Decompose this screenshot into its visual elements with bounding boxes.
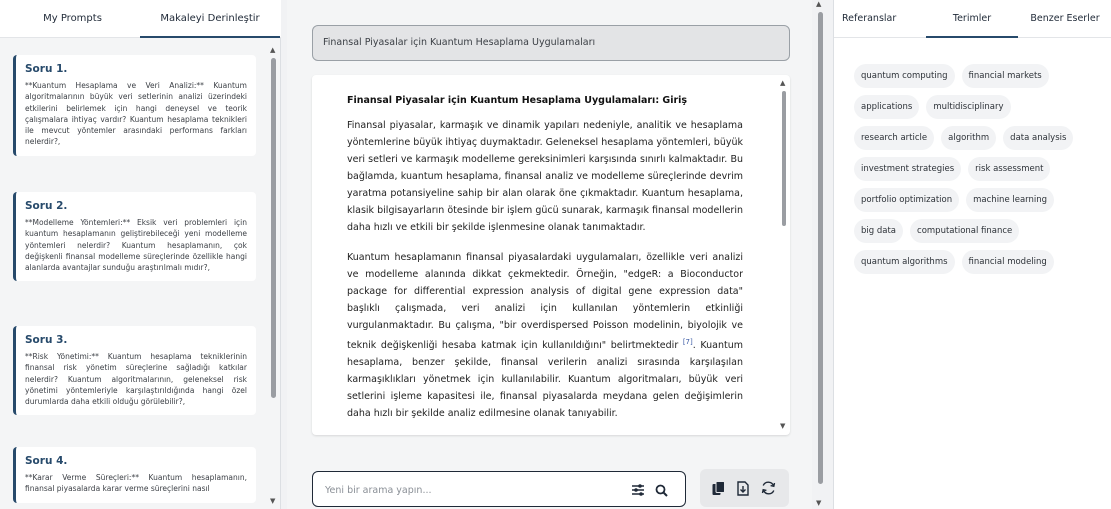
search-icon[interactable] [652,481,670,499]
term-tag[interactable]: investment strategies [854,157,961,181]
question-list-scrollbar[interactable] [269,46,278,506]
article-scrollbar[interactable] [780,79,788,431]
term-tag-list [854,64,1104,281]
question-card[interactable] [13,447,256,503]
scroll-up-arrow-icon[interactable]: ▲ [270,46,276,54]
tab-similar-works[interactable]: Benzer Eserler [1030,13,1100,24]
tag-row [854,157,1104,181]
copy-icon[interactable] [709,479,727,497]
tab-references[interactable]: Referanslar [842,13,897,24]
article-heading: Finansal Piyasalar için Kuantum Hesaplama Uygulamaları: Giriş [347,95,688,106]
page-scrollbar[interactable] [815,0,825,509]
refresh-icon[interactable] [759,479,777,497]
term-tag[interactable]: quantum computing [854,64,955,88]
question-title: Soru 3. [25,334,68,346]
scroll-down-arrow-icon[interactable]: ▼ [816,499,822,507]
term-tag[interactable]: financial modeling [962,250,1054,274]
sliders-icon[interactable] [629,481,647,499]
term-tag[interactable]: portfolio optimization [854,188,959,212]
download-icon[interactable] [734,479,752,497]
scroll-down-arrow-icon[interactable]: ▼ [780,422,786,430]
tab-terms[interactable]: Terimler [926,0,1018,38]
article-paragraph [347,249,743,422]
article-text: . Kuantum hesaplama, benzer şekilde, finansal verilerin analizi sırasında karşılaşılan karmaşıklıkları yönetmek için kullanılabilir. Kuantum algoritmaları, büyük veri setlerini işleme kapasitesi ile, finansal piyasalarda meydana gelen değişimlerin daha hızlı bir şekilde analiz edilmesine olanak tanıyabilir. [347,340,743,420]
center-panel [287,0,812,509]
tag-row [854,126,1104,150]
term-tag[interactable]: machine learning [966,188,1054,212]
article-paragraph: Finansal piyasalar, karmaşık ve dinamik yapıları nedeniyle, analitik ve hesaplama yöntemlerine büyük ihtiyaç duymaktadır. Geleneksel hesaplama yöntemleri, büyük veri setleri ve karmaşık modelleme gereksinimleri karşısında sınırlı kalmaktadır. Bu bağlamda, kuantum hesaplama, finansal analiz ve modelleme süreçlerinde devrim yaratma potansiyeline sahip bir alan olarak öne çıkmaktadır. Kuantum hesaplama, klasik bilgisayarların ötesinde bir işlem gücü sunarak, karmaşık finansal modellerin daha hızlı ve etkili bir şekilde işlenmesine olanak tanımaktadır. [347,120,743,233]
question-body: **Modelleme Yöntemleri:** Eksik veri problemleri için kuantum hesaplamanın geliştirebileceği yeni modelleme yöntemleri nelerdir? Kuantum hesaplamanın, çok değişkenli finansal modelleme süreçlerinde özellikle hangi alanlarda avantajlar sunduğu araştırılmalı mıdır?, [25,218,247,273]
search-bar [312,471,686,507]
action-toolbar [700,469,789,507]
article-body [347,95,743,435]
scroll-down-arrow-icon[interactable]: ▼ [270,497,276,505]
term-tag[interactable]: research article [854,126,934,150]
term-tag[interactable]: data analysis [1003,126,1073,150]
term-tag[interactable]: financial markets [962,64,1049,88]
question-card[interactable] [13,326,256,415]
question-title: Soru 1. [25,63,68,75]
tab-my-prompts[interactable]: My Prompts [43,13,102,24]
question-title: Soru 2. [25,200,68,212]
question-title: Soru 4. [25,455,68,467]
scrollbar-thumb[interactable] [818,12,823,484]
scroll-up-arrow-icon[interactable]: ▲ [780,79,786,87]
term-tag[interactable]: risk assessment [968,157,1050,181]
term-tag[interactable]: applications [854,95,919,119]
question-body: **Risk Yönetimi:** Kuantum hesaplama tekniklerinin finansal risk yönetim süreçlerine sağladığı katkılar nelerdir? Kuantum algoritmalarının, geleneksel risk yönetimi yöntemleriyle karşılaştırıldığında hangi özel durumlarda daha etkili olduğu görülebilir?, [25,352,247,407]
search-input[interactable] [325,481,615,499]
article-content [312,75,790,435]
term-tag[interactable]: multidisciplinary [926,95,1010,119]
question-card[interactable] [13,55,256,156]
right-tab-bar [834,0,1111,38]
term-tag[interactable]: algorithm [941,126,996,150]
term-tag[interactable]: computational finance [910,219,1019,243]
article-text: Kuantum hesaplamanın finansal piyasalardaki uygulamaları, özellikle veri analizi ve modelleme alanında dikkat çekmektedir. Örneğin, "edgeR: a Bioconductor package for differential expression analysis of digital gene expression data" başlıklı çalışmada, veri analizi için kullanılan yöntemlerin etkinliği vurgulanmaktadır. Bu çalışma, "bir overdispersed Poisson modelinin, biyolojik ve teknik değişkenliği hesaba katmak için kullanıldığını" belirtmektedir [347,252,743,352]
tag-row [854,219,1104,243]
tag-row [854,64,1104,88]
article-title-field[interactable]: Finansal Piyasalar için Kuantum Hesaplama Uygulamaları [312,25,790,61]
scroll-up-arrow-icon[interactable]: ▲ [816,0,822,8]
question-card[interactable] [13,192,256,281]
tab-deep-dive[interactable]: Makaleyi Derinleştir [140,0,280,38]
question-list [13,55,256,509]
scrollbar-thumb[interactable] [271,58,276,398]
citation-link[interactable]: [7] [682,338,693,346]
term-tag[interactable]: quantum algorithms [854,250,955,274]
tag-row [854,95,1104,119]
question-body: **Kuantum Hesaplama ve Veri Analizi:** Kuantum algoritmalarının büyük veri setlerinin analizi üzerindeki etkilerini belirlemek için hangi deneysel ve teorik çalışmalara ihtiyaç vardır? Kuantum hesaplama teknikleri ile mevcut yöntemler arasındaki performans farkları nelerdir?, [25,81,247,147]
tag-row [854,250,1104,274]
right-panel [833,0,1111,509]
left-panel [0,0,281,509]
tag-row [854,188,1104,212]
question-body: **Karar Verme Süreçleri:** Kuantum hesaplamanın, finansal piyasalarda karar verme süreçlerini nasıl [25,473,247,494]
left-tab-bar [0,0,281,38]
scrollbar-thumb[interactable] [782,91,786,226]
term-tag[interactable]: big data [854,219,903,243]
